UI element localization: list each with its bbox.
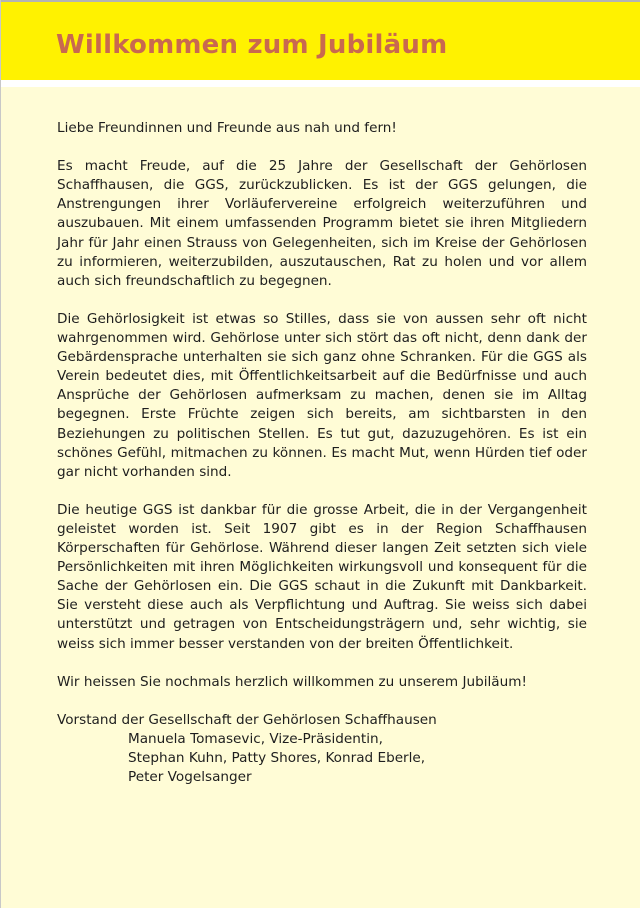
greeting: Liebe Freundinnen und Freunde aus nah und fern! <box>57 120 397 136</box>
paragraph-3: Die heutige GGS ist dankbar für die grosse Arbeit, die in der Vergangenheit geleistet worden ist. Seit 1907 gibt es in der Region Schaffhausen Körperschaften für Gehörlose. Während dieser langen Zeit setzten sich viele Persönlichkeiten mit ihren Möglichkeiten wirkungsvoll und konsequent für die Sache der Gehörlosen ein. Die GGS schaut in die Zukunft mit Dankbarkeit. Sie versteht diese auch als Verpflichtung und Auftrag. Sie weiss sich dabei unterstützt und getragen von Entscheidungsträgern und, sehr wichtig, sie weiss sich immer besser verstanden von der breiten Öffentlichkeit. <box>57 501 587 652</box>
header-divider <box>1 80 640 87</box>
page-title: Willkommen zum Jubiläum <box>56 30 448 60</box>
signature-line: Peter Vogelsanger <box>128 769 252 786</box>
left-border <box>0 0 1 908</box>
signature-org: Vorstand der Gesellschaft der Gehörlosen Schaffhausen <box>57 711 437 728</box>
signature-line: Stephan Kuhn, Patty Shores, Konrad Eberle, <box>128 750 426 767</box>
closing: Wir heissen Sie nochmals herzlich willkommen zu unserem Jubiläum! <box>57 673 527 690</box>
signature-line: Manuela Tomasevic, Vize-Präsidentin, <box>128 731 383 747</box>
letter-body <box>57 119 587 787</box>
paragraph-2: Die Gehörlosigkeit ist etwas so Stilles, dass sie von aussen sehr oft nicht wahrgenommen wird. Gehörlose unter sich stört das oft nicht, denn dank der Gebärdensprache unterhalten sie sich ganz ohne Schranken. Für die GGS als Verein bedeutet dies, mit Öffentlichkeitsarbeit auf die Bedürfnisse und auch Ansprüche der Gehörlosen aufmerksam zu machen, denen sie im Alltag begegnen. Erste Früchte zeigen sich bereits, am sichtbarsten in den Beziehungen zu politischen Stellen. Es tut gut, dazuzugehören. Es ist ein schönes Gefühl, mitmachen zu können. Es macht Mut, wenn Hürden tief oder gar nicht vorhanden sind. <box>57 310 587 480</box>
paragraph-1: Es macht Freude, auf die 25 Jahre der Gesellschaft der Gehörlosen Schaffhausen, die GGS, zurückzublicken. Es ist der GGS gelungen, die Anstrengungen ihrer Vorläufervereine erfolgreich weiterzuführen und auszubauen. Mit einem umfassenden Programm bietet sie ihren Mitgliedern Jahr für Jahr einen Strauss von Gelegenheiten, sich im Kreise der Gehörlosen zu informieren, weiterzubilden, auszutauschen, Rat zu holen und vor allem auch sich freundschaftlich zu begegnen. <box>57 158 587 289</box>
signature-block <box>57 711 587 787</box>
